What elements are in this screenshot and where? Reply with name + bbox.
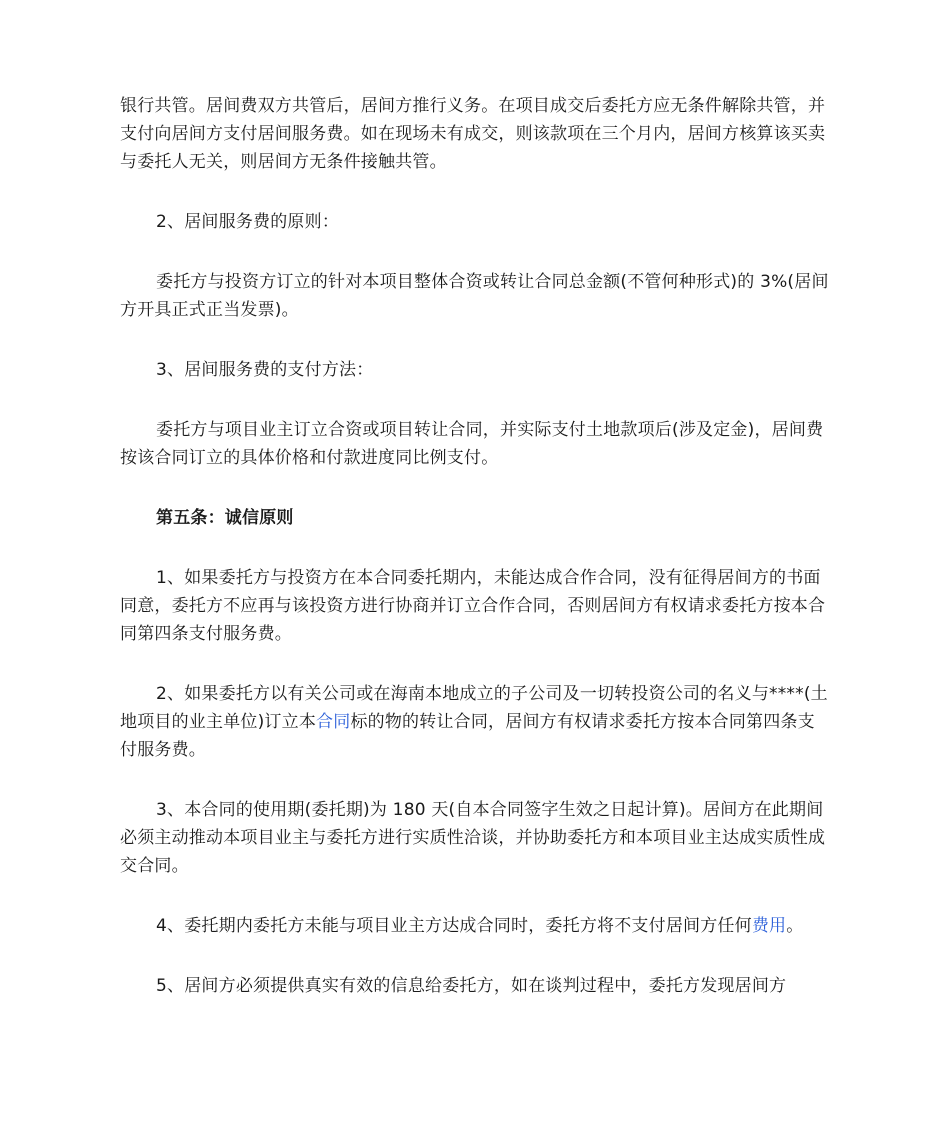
- clause-2-text-before: 2、如果委托方以有关公司或在海南本地成立的子公司及一切转投资公司的名义与****(土地项目的业主单位)订立本: [120, 684, 828, 732]
- paragraph-fee-principle: 委托方与投资方订立的针对本项目整体合资或转让合同总金额(不管何种形式)的 3%(居间方开具正式正当发票)。: [120, 272, 829, 320]
- paragraph-fee-payment-method: 委托方与项目业主订立合资或项目转让合同，并实际支付土地款项后(涉及定金)，居间费按该合同订立的具体价格和付款进度同比例支付。: [120, 420, 824, 468]
- clause-2-text-after: 标的物的转让合同，居间方有权请求委托方按本合同第四条支付服务费。: [120, 712, 815, 760]
- clause-4-text-after: 。: [786, 916, 804, 936]
- section-heading-good-faith: 第五条：诚信原则: [156, 508, 294, 528]
- paragraph-clause-3: 3、本合同的使用期(委托期)为 180 天(自本合同签字生效之日起计算)。居间方在此期间必须主动推动本项目业主与委托方进行实质性洽谈，并协助委托方和本项目业主达成实质性成交合同。: [120, 800, 826, 876]
- clause-4-text-before: 4、委托期内委托方未能与项目业主方达成合同时，委托方将不支付居间方任何: [156, 916, 752, 936]
- paragraph-clause-5: 5、居间方必须提供真实有效的信息给委托方，如在谈判过程中，委托方发现居间方: [156, 976, 787, 996]
- fee-link[interactable]: 费用: [751, 916, 787, 936]
- heading-fee-principle: 2、居间服务费的原则：: [156, 212, 340, 232]
- paragraph-co-management: 银行共管。居间费双方共管后，居间方推行义务。在项目成交后委托方应无条件解除共管，并支付向居间方支付居间服务费。如在现场未有成交，则该款项在三个月内，居间方核算该买卖与委托人无关，则居间方无条件接触共管。: [120, 96, 826, 172]
- paragraph-clause-1: 1、如果委托方与投资方在本合同委托期内，未能达成合作合同，没有征得居间方的书面同意，委托方不应再与该投资方进行协商并订立合作合同，否则居间方有权请求委托方按本合同第四条支付服务费。: [120, 568, 826, 644]
- contract-link[interactable]: 合同: [316, 712, 351, 732]
- paragraph-clause-4: [120, 912, 832, 940]
- paragraph-clause-2: [120, 680, 832, 764]
- heading-fee-payment-method: 3、居间服务费的支付方法：: [156, 360, 374, 380]
